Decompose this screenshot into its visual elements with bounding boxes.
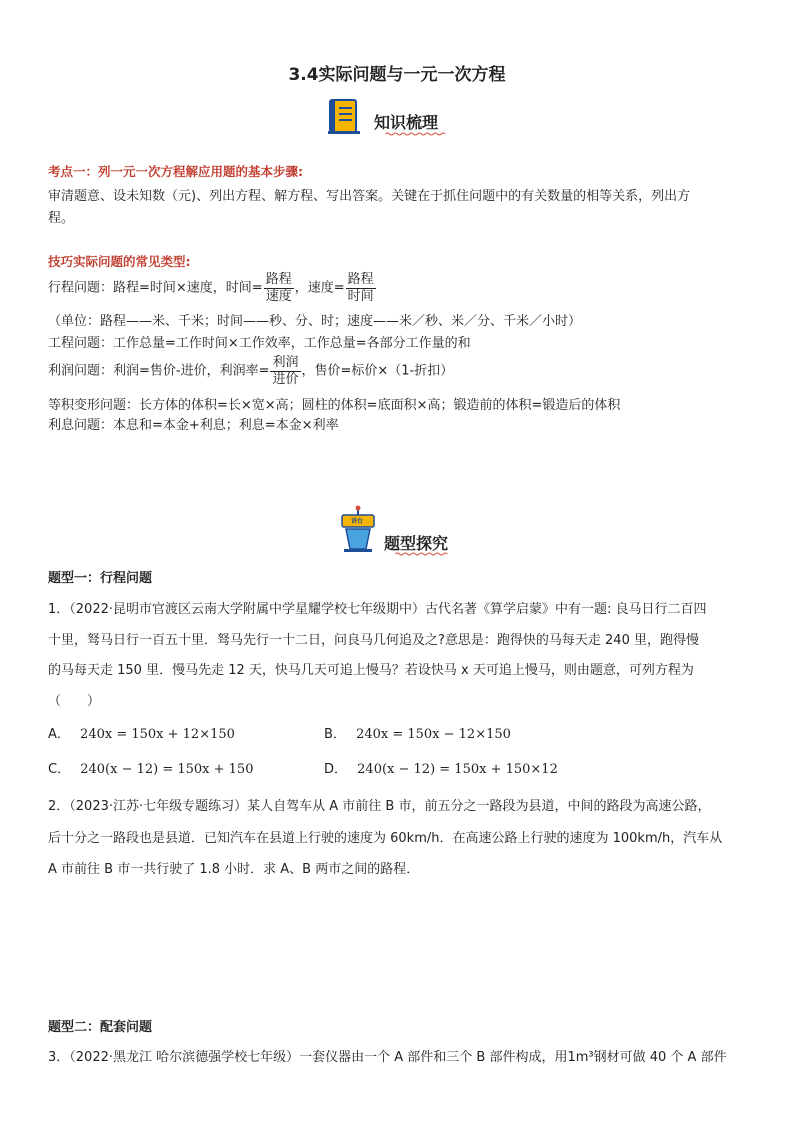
- section-badge-types: [338, 505, 468, 557]
- q2-text-3: A 市前往 B 市一共行驶了 1.8 小时．求 A、B 两市之间的路程．: [48, 862, 420, 877]
- q1-text-3: 的马每天走 150 里．慢马先走 12 天，快马几天可追上慢马？若设快马 x 天可追上慢马，则由题意，可列方程为: [48, 663, 694, 678]
- section-badge-label: 题型探究: [384, 534, 449, 553]
- point1-text-1: 审清题意、设未知数（元)、列出方程、解方程、写出答案。关键在于抓住问题中的有关数量的相等关系，列出方: [48, 189, 691, 204]
- q1-text-2: 十里，驽马日行一百五十里．驽马先行一十二日，问良马几何追及之?意思是：跑得快的马每天走 240 里，跑得慢: [48, 633, 699, 648]
- work-formula: 工程问题：工作总量=工作时间×工作效率，工作总量=各部分工作量的和: [48, 336, 471, 351]
- tips-heading: 技巧实际问题的常见类型:: [48, 254, 191, 269]
- volume-formula: 等积变形问题：长方体的体积=长×宽×高；圆柱的体积=底面积×高；锻造前的体积=锻造后的体积: [48, 398, 621, 413]
- type1-heading: 题型一：行程问题: [48, 571, 153, 586]
- q1-option-c[interactable]: [48, 760, 253, 780]
- fraction-denominator: 时间: [347, 289, 374, 304]
- page-title: 3.4实际问题与一元一次方程: [288, 65, 506, 85]
- profit-formula: [48, 355, 453, 388]
- fraction: [346, 272, 376, 305]
- profit-prefix: 利润问题：利润=售价-进价，利润率=: [48, 363, 270, 379]
- q2-text-2: 后十分之一路段也是县道．已知汽车在县道上行驶的速度为 60km/h．在高速公路上行驶的速度为 100km/h，汽车从: [48, 831, 723, 846]
- section-badge-label: 知识梳理: [374, 113, 439, 132]
- book-icon: [326, 98, 362, 136]
- option-label: D．: [324, 762, 348, 777]
- units-note: （单位：路程——米、千米；时间——秒、分、时；速度——米／秒、米／分、千米／小时）: [48, 314, 582, 329]
- option-text: 240x = 150x − 12×150: [356, 727, 511, 742]
- point1-heading: 考点一：列一元一次方程解应用题的基本步骤:: [48, 164, 303, 179]
- interest-formula: 利息问题：本息和=本金+利息；利息=本金×利率: [48, 418, 339, 433]
- travel-prefix: 行程问题：路程=时间×速度，时间=: [48, 280, 263, 296]
- point1-text-2: 程。: [48, 211, 75, 226]
- option-text: 240(x − 12) = 150x + 150×12: [357, 762, 558, 777]
- profit-suffix: ，售价=标价×（1-折扣）: [301, 363, 454, 379]
- fraction-denominator: 速度: [265, 289, 292, 304]
- q2-text-1: 2．（2023·江苏·七年级专题练习）某人自驾车从 A 市前往 B 市，前五分之一路段为县道，中间的路段为高速公路，: [48, 799, 711, 814]
- q1-option-a[interactable]: [48, 725, 235, 745]
- fraction-numerator: 路程: [265, 272, 292, 287]
- option-label: A．: [48, 727, 70, 742]
- q1-text-4: （ ）: [48, 694, 101, 709]
- travel-mid: ，速度=: [294, 280, 345, 296]
- fraction: [264, 272, 294, 305]
- q1-option-b[interactable]: [324, 725, 511, 745]
- q3-text-1: 3．（2022·黑龙江 哈尔滨德强学校七年级）一套仪器由一个 A 部件和三个 B 部件构成，用1m³钢材可做 40 个 A 部件: [48, 1050, 727, 1065]
- option-label: C．: [48, 762, 71, 777]
- fraction-numerator: 利润: [272, 355, 299, 370]
- section-badge-knowledge: [326, 98, 466, 138]
- wavy-underline: [370, 132, 462, 136]
- q1-option-d[interactable]: [324, 760, 558, 780]
- travel-formula: [48, 272, 377, 305]
- option-label: B．: [324, 727, 346, 742]
- type2-heading: 题型二：配套问题: [48, 1020, 153, 1035]
- fraction-denominator: 进价: [272, 372, 299, 387]
- wavy-underline: [382, 552, 462, 556]
- podium-label: 讲台: [351, 518, 364, 525]
- podium-icon: [338, 505, 378, 553]
- q1-text-1: 1．（2022·昆明市官渡区云南大学附属中学星耀学校七年级期中）古代名著《算学启蒙》中有一题: 良马日行二百四: [48, 602, 707, 617]
- option-text: 240(x − 12) = 150x + 150: [80, 762, 254, 777]
- option-text: 240x = 150x + 12×150: [80, 727, 235, 742]
- fraction: [270, 355, 300, 388]
- fraction-numerator: 路程: [347, 272, 374, 287]
